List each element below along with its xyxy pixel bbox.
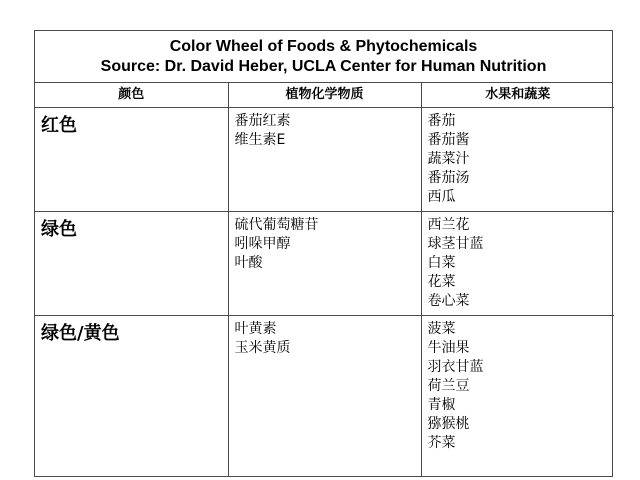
phytochemical-item: 番茄红素 (234, 113, 291, 129)
phytochemical-item: 叶黄素 (234, 321, 277, 337)
title-line-1: Color Wheel of Foods & Phytochemicals (169, 38, 478, 55)
food-item: 番茄 (427, 113, 456, 129)
food-item: 芥菜 (427, 435, 456, 451)
table-row (35, 108, 614, 212)
food-item: 花菜 (427, 274, 456, 290)
foods-cell (421, 108, 614, 212)
header-row (35, 83, 614, 108)
food-item: 蔬菜汁 (427, 151, 470, 167)
header-color: 颜色 (35, 83, 228, 108)
color-cell: 绿色/黄色 (35, 316, 228, 477)
food-item: 菠菜 (427, 321, 456, 337)
phytochemical-item: 维生素E (234, 132, 286, 148)
food-item: 番茄酱 (427, 132, 470, 148)
food-item: 猕猴桃 (427, 416, 470, 432)
phytochemicals-cell (228, 212, 421, 316)
phytochemicals-cell (228, 316, 421, 477)
food-item: 荷兰豆 (427, 378, 470, 394)
food-item: 西瓜 (427, 189, 456, 205)
food-item: 番茄汤 (427, 170, 470, 186)
food-item: 西兰花 (427, 217, 470, 233)
color-wheel-table-card (34, 30, 613, 477)
phytochemical-item: 吲哚甲醇 (234, 236, 291, 252)
food-item: 卷心菜 (427, 293, 470, 309)
food-item: 青椒 (427, 397, 456, 413)
phytochemical-table (35, 83, 614, 476)
color-cell: 红色 (35, 108, 228, 212)
phytochemicals-cell (228, 108, 421, 212)
foods-cell (421, 316, 614, 477)
food-item: 羽衣甘蓝 (427, 359, 484, 375)
table-row (35, 212, 614, 316)
table-row (35, 316, 614, 477)
title-line-2: Source: Dr. David Heber, UCLA Center for Human Nutrition (100, 58, 547, 75)
foods-cell (421, 212, 614, 316)
phytochemical-item: 叶酸 (234, 255, 263, 271)
food-item: 球茎甘蓝 (427, 236, 484, 252)
food-item: 牛油果 (427, 340, 470, 356)
header-phytochemicals: 植物化学物质 (228, 83, 421, 108)
phytochemical-item: 硫代葡萄糖苷 (234, 217, 319, 233)
phytochemical-item: 玉米黄质 (234, 340, 291, 356)
table-title (35, 31, 612, 83)
food-item: 白菜 (427, 255, 456, 271)
color-cell: 绿色 (35, 212, 228, 316)
header-foods: 水果和蔬菜 (421, 83, 614, 108)
